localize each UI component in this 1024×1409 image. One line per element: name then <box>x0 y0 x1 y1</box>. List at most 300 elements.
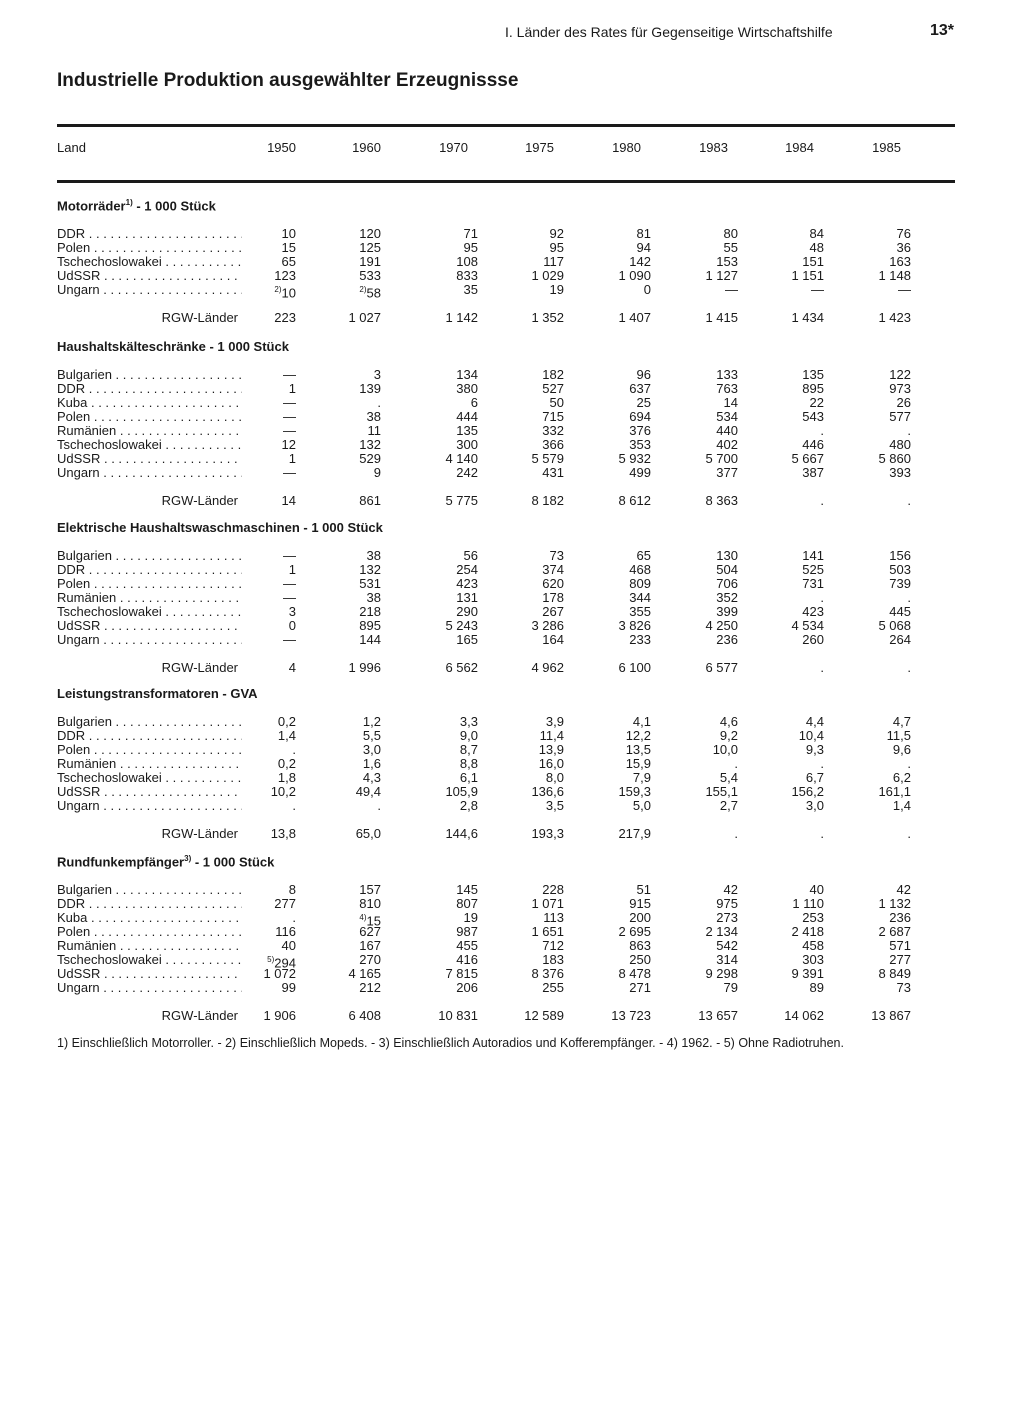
table-cell: 1 029 <box>531 268 564 283</box>
header-year: 1950 <box>267 140 296 155</box>
table-cell: 11,5 <box>886 728 911 743</box>
total-cell: 6 100 <box>618 660 651 675</box>
table-cell: 38 <box>366 548 381 563</box>
table-cell: 9,0 <box>459 728 478 743</box>
table-cell: 55 <box>723 240 738 255</box>
total-cell: 6 562 <box>445 660 478 675</box>
table-cell: 973 <box>889 381 911 396</box>
table-cell: 206 <box>456 980 478 995</box>
table-cell: $^{2)}$58 <box>359 285 381 301</box>
table-cell: 1 090 <box>618 268 651 283</box>
table-cell: 183 <box>542 952 564 967</box>
table-cell: 40 <box>809 882 824 897</box>
table-cell: 125 <box>359 240 381 255</box>
table-cell: 10,2 <box>270 784 296 799</box>
header-land: Land <box>57 140 86 155</box>
page-number: 13* <box>930 22 955 39</box>
table-cell: 499 <box>629 465 651 480</box>
table-cell: 116 <box>275 924 296 939</box>
total-cell: 1 906 <box>263 1008 296 1023</box>
table-cell: . <box>907 590 911 605</box>
table-row <box>0 452 1024 466</box>
table-cell: 134 <box>456 367 478 382</box>
table-cell: 105,9 <box>445 784 478 799</box>
table-cell: . <box>292 798 296 813</box>
table-cell: 25 <box>636 395 651 410</box>
table-cell: 5 932 <box>618 451 651 466</box>
row-label: Kuba . . . <box>57 911 242 925</box>
table-cell: 1,4 <box>892 798 911 813</box>
table-row <box>0 549 1024 563</box>
total-cell: 217,9 <box>618 826 651 841</box>
table-cell: 9,6 <box>892 742 911 757</box>
row-label: DDR . . . <box>57 729 242 743</box>
table-cell: 1 071 <box>531 896 564 911</box>
table-cell: . <box>377 395 381 410</box>
table-cell: 543 <box>802 409 824 424</box>
table-cell: 531 <box>359 576 381 591</box>
table-cell: 36 <box>896 240 911 255</box>
table-cell: 0 <box>643 282 651 297</box>
row-label: Rumänien . . . <box>57 939 242 953</box>
table-cell: 212 <box>359 980 381 995</box>
table-cell: — <box>283 395 296 410</box>
table-cell: 8,0 <box>545 770 564 785</box>
section-title: Rundfunkempfänger$^{3)}$ - 1 000 Stück <box>57 854 275 870</box>
table-cell: 200 <box>629 910 651 925</box>
table-cell: 155,1 <box>705 784 738 799</box>
table-cell: 255 <box>542 980 564 995</box>
header-year: 1984 <box>785 140 814 155</box>
table-cell: 277 <box>274 896 296 911</box>
table-cell: 135 <box>802 367 824 382</box>
total-cell: 1 996 <box>348 660 381 675</box>
table-cell: 8,8 <box>459 756 478 771</box>
total-cell: 10 831 <box>438 1008 478 1023</box>
table-cell: 161,1 <box>878 784 911 799</box>
table-cell: 260 <box>802 632 824 647</box>
table-cell: 9 <box>373 465 381 480</box>
row-label: DDR . . . <box>57 382 242 396</box>
table-cell: 739 <box>889 576 911 591</box>
table-cell: . <box>907 423 911 438</box>
row-label: Rumänien . . . <box>57 591 242 605</box>
table-cell: 233 <box>629 632 651 647</box>
table-cell: 6,7 <box>805 770 824 785</box>
table-cell: — <box>283 409 296 424</box>
table-cell: 5 579 <box>531 451 564 466</box>
table-cell: 242 <box>456 465 478 480</box>
table-cell: 3,5 <box>545 798 564 813</box>
total-cell: . <box>907 660 911 675</box>
table-cell: 2,7 <box>719 798 738 813</box>
table-cell: 151 <box>802 254 824 269</box>
header-rule <box>57 180 955 183</box>
table-cell: 49,4 <box>355 784 381 799</box>
table-cell: 12,2 <box>625 728 651 743</box>
table-cell: 135 <box>456 423 478 438</box>
row-label: Polen . . . <box>57 577 242 591</box>
table-cell: 167 <box>359 938 381 953</box>
row-label: Kuba . . . <box>57 396 242 410</box>
table-cell: — <box>283 548 296 563</box>
table-cell: 1,6 <box>362 756 381 771</box>
table-cell: . <box>820 590 824 605</box>
total-cell: 1 027 <box>348 310 381 325</box>
table-cell: 14 <box>723 395 738 410</box>
table-cell: 1 <box>288 381 296 396</box>
table-cell: 4 534 <box>791 618 824 633</box>
table-cell: 314 <box>716 952 738 967</box>
header-year: 1960 <box>352 140 381 155</box>
table-cell: 182 <box>542 367 564 382</box>
table-cell: . <box>734 756 738 771</box>
table-cell: 4,3 <box>362 770 381 785</box>
table-cell: 19 <box>463 910 478 925</box>
table-cell: 987 <box>456 924 478 939</box>
footnotes: 1) Einschließlich Motorroller. - 2) Einschließlich Mopeds. - 3) Einschließlich Autoradios und Kofferempfänger. - 4) 1962. - 5) Ohne Radiotruhen. <box>57 1036 844 1050</box>
table-cell: 2 695 <box>618 924 651 939</box>
total-label: RGW-Länder <box>161 310 238 325</box>
table-cell: 6,1 <box>459 770 478 785</box>
total-cell: 4 962 <box>531 660 564 675</box>
total-cell: 1 434 <box>791 310 824 325</box>
table-cell: 113 <box>543 910 564 925</box>
table-cell: 5 068 <box>878 618 911 633</box>
table-cell: 423 <box>456 576 478 591</box>
table-cell: 2 134 <box>705 924 738 939</box>
table-row <box>0 396 1024 410</box>
table-cell: 300 <box>456 437 478 452</box>
row-label: Tschechoslowakei . . . <box>57 771 242 785</box>
table-cell: 915 <box>629 896 651 911</box>
table-cell: 270 <box>359 952 381 967</box>
row-label: Tschechoslowakei . . . <box>57 605 242 619</box>
table-cell: 131 <box>456 590 478 605</box>
table-cell: 1 <box>288 451 296 466</box>
table-cell: 290 <box>456 604 478 619</box>
total-label: RGW-Länder <box>161 1008 238 1023</box>
table-cell: 236 <box>716 632 738 647</box>
row-label: Bulgarien . . . <box>57 715 242 729</box>
table-cell: 353 <box>629 437 651 452</box>
table-cell: 4,6 <box>719 714 738 729</box>
row-label: Ungarn . . . <box>57 283 242 297</box>
table-cell: 1 <box>288 562 296 577</box>
header-year: 1980 <box>612 140 641 155</box>
table-cell: 123 <box>274 268 296 283</box>
running-head: I. Länder des Rates für Gegenseitige Wirtschaftshilfe <box>505 24 833 40</box>
table-cell: 178 <box>542 590 564 605</box>
row-label: Ungarn . . . <box>57 981 242 995</box>
table-cell: 95 <box>463 240 478 255</box>
section-title: Leistungstransformatoren - GVA <box>57 686 258 701</box>
table-cell: 6 <box>470 395 478 410</box>
table-cell: 95 <box>549 240 564 255</box>
table-cell: — <box>283 576 296 591</box>
table-cell: 0 <box>288 618 296 633</box>
table-cell: 15 <box>281 240 296 255</box>
table-cell: 130 <box>716 548 738 563</box>
table-cell: 445 <box>889 604 911 619</box>
table-cell: 89 <box>809 980 824 995</box>
table-cell: — <box>811 282 824 297</box>
table-cell: 344 <box>629 590 651 605</box>
table-cell: 3,0 <box>362 742 381 757</box>
table-row <box>0 967 1024 981</box>
total-cell: . <box>820 493 824 508</box>
row-label: Bulgarien . . . <box>57 368 242 382</box>
table-cell: 11 <box>367 423 381 438</box>
table-cell: 503 <box>889 562 911 577</box>
row-label: Bulgarien . . . <box>57 883 242 897</box>
table-cell: 108 <box>456 254 478 269</box>
page-title: Industrielle Produktion ausgewählter Erzeugnissse <box>57 70 519 91</box>
table-cell: 122 <box>889 367 911 382</box>
table-cell: 4 140 <box>445 451 478 466</box>
table-cell: 142 <box>629 254 651 269</box>
table-cell: 132 <box>359 562 381 577</box>
table-row <box>0 382 1024 396</box>
total-cell: 193,3 <box>531 826 564 841</box>
table-cell: 431 <box>542 465 564 480</box>
row-label: Tschechoslowakei . . . <box>57 438 242 452</box>
table-cell: 99 <box>281 980 296 995</box>
row-label: DDR . . . <box>57 227 242 241</box>
total-row <box>0 494 1024 508</box>
table-cell: 144 <box>359 632 381 647</box>
table-cell: . <box>820 423 824 438</box>
table-row <box>0 424 1024 438</box>
total-cell: 5 775 <box>445 493 478 508</box>
table-cell: 1 148 <box>878 268 911 283</box>
total-label: RGW-Länder <box>161 826 238 841</box>
table-cell: 42 <box>723 882 738 897</box>
table-cell: 7,9 <box>632 770 651 785</box>
table-cell: 164 <box>542 632 564 647</box>
total-cell: 1 415 <box>705 310 738 325</box>
table-row <box>0 729 1024 743</box>
table-cell: 8 376 <box>531 966 564 981</box>
table-cell: 377 <box>716 465 738 480</box>
table-cell: 627 <box>359 924 381 939</box>
table-cell: 810 <box>359 896 381 911</box>
table-cell: 92 <box>549 226 564 241</box>
table-cell: 264 <box>889 632 911 647</box>
total-cell: . <box>820 826 824 841</box>
table-cell: 1 072 <box>263 966 296 981</box>
total-cell: . <box>907 826 911 841</box>
table-row <box>0 605 1024 619</box>
table-cell: 7 815 <box>445 966 478 981</box>
table-cell: 96 <box>636 367 651 382</box>
table-cell: 65 <box>281 254 296 269</box>
table-cell: 895 <box>802 381 824 396</box>
row-label: Polen . . . <box>57 743 242 757</box>
table-cell: 712 <box>542 938 564 953</box>
table-cell: 440 <box>716 423 738 438</box>
table-cell: 571 <box>889 938 911 953</box>
top-rule <box>57 124 955 127</box>
table-cell: 19 <box>549 282 564 297</box>
table-row <box>0 255 1024 269</box>
table-cell: 236 <box>889 910 911 925</box>
table-cell: 139 <box>359 381 381 396</box>
row-label: UdSSR . . . <box>57 619 242 633</box>
table-cell: 5,0 <box>632 798 651 813</box>
table-cell: 8 <box>288 882 296 897</box>
table-cell: 5,4 <box>719 770 738 785</box>
table-cell: 9 391 <box>791 966 824 981</box>
table-cell: $^{2)}$10 <box>274 285 296 301</box>
table-cell: 3 <box>373 367 381 382</box>
table-row <box>0 939 1024 953</box>
table-row <box>0 438 1024 452</box>
table-cell: 157 <box>359 882 381 897</box>
table-cell: 2 418 <box>791 924 824 939</box>
table-row <box>0 925 1024 939</box>
table-cell: 542 <box>716 938 738 953</box>
table-row <box>0 743 1024 757</box>
table-cell: 163 <box>889 254 911 269</box>
table-cell: 218 <box>359 604 381 619</box>
total-cell: 13,8 <box>270 826 296 841</box>
table-cell: 731 <box>802 576 824 591</box>
table-row <box>0 757 1024 771</box>
header-year: 1970 <box>439 140 468 155</box>
table-cell: — <box>725 282 738 297</box>
table-cell: 4,7 <box>892 714 911 729</box>
table-cell: 5 700 <box>705 451 738 466</box>
table-cell: 2,8 <box>459 798 478 813</box>
table-cell: 5 667 <box>791 451 824 466</box>
table-cell: 15,9 <box>625 756 651 771</box>
table-cell: — <box>283 590 296 605</box>
table-cell: 2 687 <box>878 924 911 939</box>
total-cell: 1 423 <box>878 310 911 325</box>
table-cell: 12 <box>281 437 296 452</box>
table-cell: 1 151 <box>791 268 824 283</box>
table-cell: 332 <box>542 423 564 438</box>
row-label: Polen . . . <box>57 410 242 424</box>
table-cell: 38 <box>366 590 381 605</box>
row-label: Rumänien . . . <box>57 757 242 771</box>
table-cell: 833 <box>456 268 478 283</box>
table-cell: 65 <box>636 548 651 563</box>
section-title: Elektrische Haushaltswaschmaschinen - 1 000 Stück <box>57 520 383 535</box>
total-row <box>0 311 1024 325</box>
table-cell: — <box>898 282 911 297</box>
table-cell: 94 <box>636 240 651 255</box>
table-cell: 84 <box>809 226 824 241</box>
table-cell: 9 298 <box>705 966 738 981</box>
table-cell: 3 286 <box>531 618 564 633</box>
table-row <box>0 619 1024 633</box>
table-cell: 807 <box>456 896 478 911</box>
table-cell: 79 <box>723 980 738 995</box>
header-year: 1983 <box>699 140 728 155</box>
table-cell: 1,4 <box>277 728 296 743</box>
table-cell: 4 165 <box>348 966 381 981</box>
row-label: Tschechoslowakei . . . <box>57 953 242 967</box>
table-row <box>0 563 1024 577</box>
table-cell: 38 <box>366 409 381 424</box>
table-cell: 763 <box>716 381 738 396</box>
total-cell: 6 408 <box>348 1008 381 1023</box>
total-cell: 1 142 <box>445 310 478 325</box>
table-row <box>0 910 1024 929</box>
total-cell: 8 182 <box>531 493 564 508</box>
table-cell: 5 243 <box>445 618 478 633</box>
table-row <box>0 368 1024 382</box>
table-cell: 80 <box>723 226 738 241</box>
table-cell: 863 <box>629 938 651 953</box>
table-cell: 141 <box>802 548 824 563</box>
row-label: UdSSR . . . <box>57 967 242 981</box>
table-cell: 133 <box>716 367 738 382</box>
total-cell: 8 612 <box>618 493 651 508</box>
total-cell: 13 657 <box>698 1008 738 1023</box>
table-cell: 153 <box>716 254 738 269</box>
table-cell: 156 <box>889 548 911 563</box>
table-cell: 6,2 <box>892 770 911 785</box>
table-cell: 50 <box>549 395 564 410</box>
row-label: UdSSR . . . <box>57 269 242 283</box>
header-year: 1985 <box>872 140 901 155</box>
table-row <box>0 466 1024 480</box>
table-cell: 26 <box>896 395 911 410</box>
table-cell: . <box>292 910 296 925</box>
total-cell: 13 723 <box>611 1008 651 1023</box>
table-cell: 145 <box>456 882 478 897</box>
table-cell: 159,3 <box>618 784 651 799</box>
table-cell: 416 <box>456 952 478 967</box>
table-cell: 5,5 <box>362 728 381 743</box>
total-cell: 223 <box>274 310 296 325</box>
total-cell: 14 <box>281 493 296 508</box>
table-row <box>0 269 1024 283</box>
total-cell: 6 577 <box>705 660 738 675</box>
table-row <box>0 633 1024 647</box>
row-label: Rumänien . . . <box>57 424 242 438</box>
table-cell: 273 <box>716 910 738 925</box>
row-label: Polen . . . <box>57 241 242 255</box>
table-cell: 4,4 <box>805 714 824 729</box>
table-cell: 694 <box>629 409 651 424</box>
table-cell: 267 <box>542 604 564 619</box>
table-cell: 71 <box>463 226 478 241</box>
table-cell: 277 <box>889 952 911 967</box>
total-cell: 1 352 <box>531 310 564 325</box>
table-cell: 529 <box>359 451 381 466</box>
row-label: Polen . . . <box>57 925 242 939</box>
row-label: Bulgarien . . . <box>57 549 242 563</box>
table-cell: 809 <box>629 576 651 591</box>
table-cell: 975 <box>716 896 738 911</box>
table-cell: 156,2 <box>791 784 824 799</box>
table-cell: 254 <box>456 562 478 577</box>
total-cell: . <box>734 826 738 841</box>
table-row <box>0 227 1024 241</box>
total-cell: . <box>907 493 911 508</box>
table-cell: 13,9 <box>538 742 564 757</box>
table-cell: 48 <box>809 240 824 255</box>
table-cell: 132 <box>359 437 381 452</box>
total-cell: 12 589 <box>524 1008 564 1023</box>
table-cell: 3,0 <box>805 798 824 813</box>
table-cell: . <box>820 756 824 771</box>
table-row <box>0 897 1024 911</box>
